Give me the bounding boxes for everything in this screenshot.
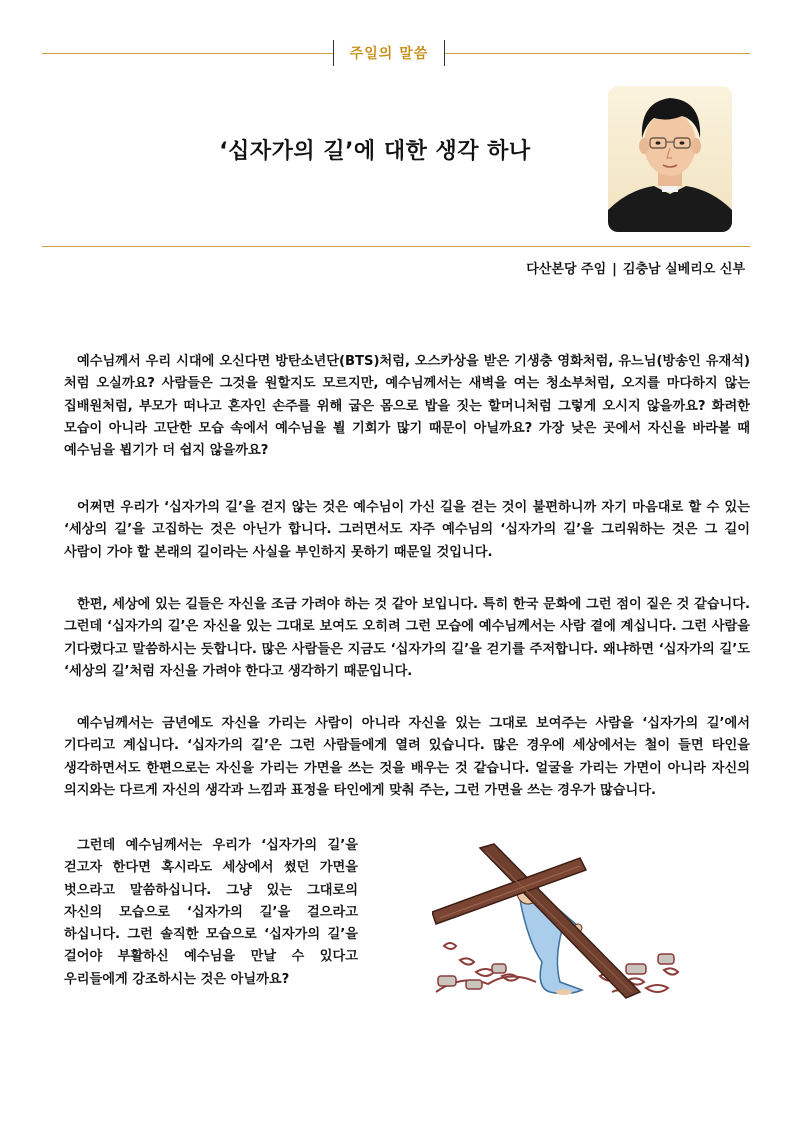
author-photo	[608, 86, 732, 232]
body-paragraph-5: 그런데 예수님께서는 우리가 ‘십자가의 길’을 걷고자 한다면 혹시라도 세상에서 썼던 가면을 벗으라고 말씀하십니다. 그냥 있는 그대로의 자신의 모습으로 ‘십자가의 길’을 걸으라고 하십니다. 그런 솔직한 모습으로 ‘십자가의 길’을 걸어야 부활하신 예수님을 만날 수 있다고 우리들에게 강조하시는 것은 아닐까요?	[64, 838, 358, 987]
body-paragraph-2: 어쩌면 우리가 ‘십자가의 길’을 걷지 않는 것은 예수님이 가신 길을 걷는 것이 불편하니까 자기 마음대로 할 수 있는 ‘세상의 길’을 고집하는 것은 아닌가 합니다. 그러면서도 자주 예수님의 ‘십자가의 길’을 그리워하는 것은 그 길이 사람이 가야 할 본래의 길이라는 사실을 부인하지 못하기 때문일 것입니다.	[64, 500, 750, 560]
author-photo-drawing	[608, 86, 732, 232]
byline-parish: 다산본당 주임	[526, 262, 607, 277]
body-paragraph-4: 예수님께서는 금년에도 자신을 가리는 사람이 아니라 자신을 있는 그대로 보여주는 사람을 ‘십자가의 길’에서 기다리고 계십니다. ‘십자가의 길’은 그런 사람들에게 열려 있습니다. 많은 경우에 세상에서는 철이 들면 타인을 생각하면서도 한편으로는 자신을 가리는 가면을 쓰는 것을 배우는 것 같습니다. 얼굴을 가리는 가면이 아니라 자신의 의지와는 다르게 자신의 생각과 느낌과 표정을 타인에게 맞춰 주는, 그런 가면을 쓰는 경우가 많습니다.	[64, 716, 750, 798]
byline	[526, 258, 745, 277]
header-rule-right	[442, 53, 750, 54]
byline-author: 김충남 실베리오 신부	[622, 262, 745, 277]
jesus-carrying-cross-illustration	[432, 842, 694, 1004]
section-label: 주일의 말씀	[349, 46, 429, 62]
byline-separator: |	[612, 262, 617, 277]
body-paragraph-1: 예수님께서 우리 시대에 오신다면 방탄소년단(BTS)처럼, 오스카상을 받은 기생충 영화처럼, 유느님(방송인 유재석)처럼 오실까요? 사람들은 그것을 원할지도 모르지만, 예수님께서는 새벽을 여는 청소부처럼, 오지를 마다하지 않는 집배원처럼, 부모가 떠나고 혼자인 손주를 위해 굽은 몸으로 밥을 짓는 할머니처럼 그렇게 오시지 않을까요? 화려한 모습이 아니라 고단한 모습 속에서 예수님을 뵐 기회가 많기 때문이 아닐까요? 가장 낮은 곳에서 자신을 바라볼 때 예수님을 뵙기가 더 쉽지 않을까요?	[64, 354, 750, 459]
body-paragraph-3: 한편, 세상에 있는 길들은 자신을 조금 가려야 하는 것 같아 보입니다. 특히 한국 문화에 그런 점이 짙은 것 같습니다. 그런데 ‘십자가의 길’은 자신을 있는 그대로 보여도 오히려 그런 모습에 예수님께서는 사람 곁에 계십니다. 그런 사람을 기다렸다고 말씀하시는 듯합니다. 많은 사람들은 지금도 ‘십자가의 길’을 걷기를 주저합니다. 왜냐하면 ‘십자가의 길’도 ‘세상의 길’처럼 자신을 가려야 한다고 생각하기 때문입니다.	[64, 597, 750, 679]
cross-illustration-drawing	[432, 842, 694, 1004]
header-rule-left	[42, 53, 334, 54]
article-title: ‘십자가의 길’에 대한 생각 하나	[219, 139, 531, 164]
section-label-box	[333, 40, 445, 66]
title-rule	[42, 246, 750, 247]
